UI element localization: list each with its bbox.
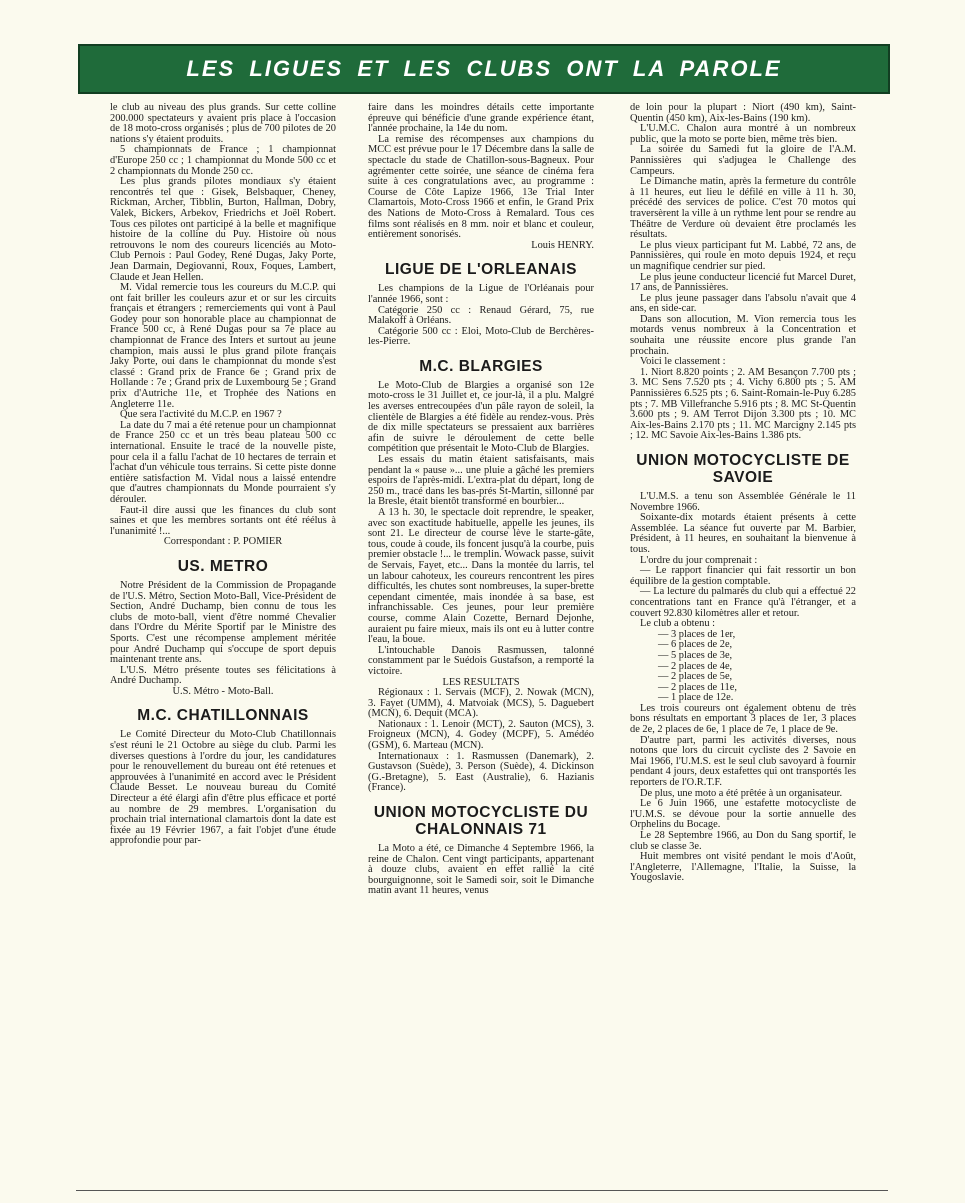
signature: U.S. Métro - Moto-Ball.: [172, 685, 274, 697]
paragraph: La remise des récompenses aux champions du MCC est prévue pour le 17 Décembre dans la salle de spectacle du stade de Chatillon-sous-Bagneux. Pour agrémenter cette soirée, une séance de cinéma fera suite à ces congratulations avec, au programme : Course de Côte Lapize 1966, 13e Trial Inter Clamartois, Moto-Cross 1966 et enfin, le Grand Prix des Nations de Moto-Cross à Remalard. Tous ces films sont réalisés en 8 mm. noir et blanc et couleur, entièrement sonorisés.: [368, 133, 594, 241]
paragraph: Catégorie 250 cc : Renaud Gérard, 75, rue Malakoff à Orléans.: [368, 304, 594, 327]
paragraph: Le plus vieux participant fut M. Labbé, 72 ans, de Pannissières, qui roule en moto depuis 1924, et reçu un magnifique cendrier sur pied.: [630, 239, 856, 272]
paragraph: D'autre part, parmi les activités diverses, nous notons que lors du circuit cycliste des 2 Savoie en Mai 1966, l'U.M.S. est le seul club savoyard à fournir pendant 4 jours, deux estafettes qui ont transportés les reporters de l'O.R.T.F.: [630, 734, 856, 789]
paragraph: Les champions de la Ligue de l'Orléanais pour l'année 1966, sont :: [368, 283, 594, 305]
column-3: [630, 103, 856, 1183]
paragraph: Le 28 Septembre 1966, au Don du Sang sportif, le club se classe 3e.: [630, 830, 856, 852]
paragraph: Les trois coureurs ont également obtenu de très bons résultats en emportant 3 places de 1er, 3 places de 2e, 2 places de 6e, 1 place de 7e, 1 place de 9e.: [630, 702, 856, 736]
paragraph: Nationaux : 1. Lenoir (MCT), 2. Sauton (MCS), 3. Froigneux (MCN), 4. Godey (MCPF), 5. Amédéo (GSM), 6. Marteau (MCN).: [368, 718, 594, 752]
list-item: — 2 places de 4e,: [658, 660, 733, 672]
paragraph: Régionaux : 1. Servais (MCF), 2. Nowak (MCN), 3. Fayet (UMM), 4. Matvoiak (MCS), 5. Daguebert (MCN), 6. Dequit (MCA).: [368, 687, 594, 720]
paragraph: Le plus jeune conducteur licencié fut Marcel Duret, 17 ans, de Pannissières.: [630, 271, 856, 294]
paragraph: Notre Président de la Commission de Propagande de l'U.S. Métro, Section Moto-Ball, Vice-Président de Section, André Duchamp, bien connu de tous les clubs de moto-ball, vient d'être nommé Chevalier dans l'Ordre du Mérite Sportif par le Ministre des Sports. C'est une récompense amplement méritée pour André Duchamp qui s'occupe de sport depuis maintenant trente ans.: [110, 579, 336, 666]
paragraph: Les plus grands pilotes mondiaux s'y étaient rencontrés tel que : Gisek, Belsbaquer, Cheney, Rickman, Archer, Tibblin, Burton, Hallman, Dobry, Valek, Bickers, Arbekov, Friedrichs et Joël Robert. Tous ces pilotes ont participé à la belle et magnifique histoire de la colline du Puy. Histoire où nous retrouvons le nom des coureurs licenciés au Moto-Club Pernois : Paul Godey, René Dugas, Jaky Porte, Jean Darmain, Degiovanni, Roux, Foques, Lambert, Claude et Jean Hellen.: [110, 176, 336, 283]
paragraph: — La lecture du palmarès du club qui a effectué 22 concentrations tant en France qu'à l'étranger, et a couvert 92.830 kilomètres aller et retour.: [630, 586, 856, 619]
paragraph: De plus, une moto a été prêtée à un organisateur.: [640, 787, 843, 799]
signature: Louis HENRY.: [531, 239, 594, 251]
paragraph: Le Moto-Club de Blargies a organisé son 12e moto-cross le 31 Juillet et, ce jour-là, il a plu. Malgré les averses entrecoupées d'un pâle rayon de soleil, la clientèle de Blargies a été fidèle au rendez-vous. Près de dix mille spectateurs se pressaient aux barrières afin de suivre le déroulement de cette belle compétition que présentait le Moto-Club de Blargies.: [368, 379, 594, 455]
paragraph: Le club a obtenu :: [640, 618, 716, 630]
section-heading-ligue-orleanais: LIGUE DE L'ORLEANAIS: [385, 261, 577, 279]
banner-title: LES LIGUES ET LES CLUBS ONT LA PAROLE: [186, 56, 782, 81]
paragraph: 1. Niort 8.820 points ; 2. AM Besançon 7.700 pts ; 3. MC Sens 7.520 pts ; 4. Vichy 6.800 pts ; 5. AM Pannissières 6.525 pts ; 6. Saint-Romain-le-Puy 6.285 pts ; 7. MB Villefranche 5.916 pts ; 8. MC St-Quentin 3.600 pts ; 9. AM Terrot Dijon 3.300 pts ; 10. MC Aix-les-Bains 2.170 pts ; 11. MC Marcigny 2.145 pts ; 12. MC Savoie Aix-les-Bains 1.386 pts.: [630, 366, 856, 442]
paragraph: L'U.M.S. a tenu son Assemblée Générale le 11 Novembre 1966.: [630, 491, 856, 513]
paragraph: Internationaux : 1. Rasmussen (Danemark), 2. Gustavson (Suède), 3. Person (Suède), 4. Dickinson (G.-Bretagne), 5. East (Australie), 6. Hazianis (France).: [368, 750, 594, 794]
paragraph: L'U.S. Métro présente toutes ses félicitations à André Duchamp.: [110, 664, 336, 687]
paragraph: 5 championnats de France ; 1 championnat d'Europe 250 cc ; 1 championnat du Monde 500 cc et 2 championnats du Monde 250 cc.: [110, 144, 336, 177]
paragraph: Voici le classement :: [640, 356, 726, 368]
section-heading-us-metro: US. METRO: [177, 557, 269, 575]
page-banner: [78, 44, 890, 94]
bottom-rule: [76, 1190, 888, 1191]
paragraph: L'intouchable Danois Rasmussen, talonné constamment par le Suédois Gustafson, a remporté la victoire.: [368, 644, 594, 677]
column-2: [368, 103, 594, 1183]
paragraph: A 13 h. 30, le spectacle doit reprendre, le speaker, avec son exactitude habituelle, appelle les jeunes, ils sont 21. Le directeur de course lève le starte-gâte, tous, coude à coude, ils foncent jusqu'à la courbe, puis premier obstacle !... le tremplin. Wowack passe, suivit de Servais, Fayet, etc... Dans la montée du larris, tel un labour cahoteux, les coureurs rencontrent les pires difficultés, les chutes sont nombreuses, la super-brette cependant cimentée, mais inondée à sa base, est infranchissable. Ces jeunes, pour leur première course, comme Alain Cozette, Bernard Dejonhe, auraient pu faire mieux, mais ils ont eu à lutter contre l'eau, la boue.: [368, 507, 594, 646]
paragraph: Que sera l'activité du M.C.P. en 1967 ?: [120, 409, 282, 421]
list-item: — 6 places de 2e,: [658, 639, 733, 651]
paragraph: La Moto a été, ce Dimanche 4 Septembre 1966, la reine de Chalon. Cent vingt participants, appartenant à douze clubs, avaient en effet rallié la cité bourguignonne, soit le Samedi soir, soit le Dimanche matin avant 11 heures, venus: [368, 843, 594, 897]
results-heading: LES RESULTATS: [442, 676, 520, 688]
paragraph: L'U.M.C. Chalon aura montré à un nombreux public, que la moto se porte bien, même très bien.: [630, 123, 856, 145]
paragraph: Le Dimanche matin, après la fermeture du contrôle à 11 heures, eut lieu le défilé en ville à 11 h. 30, précédé des services de police. C'est 70 motos qui traversèrent la ville à un rythme lent pour se rendre au Théâtre de Verdure où devaient être proclamés les résultats.: [630, 176, 856, 241]
list-item: — 2 places de 11e,: [658, 681, 737, 693]
paragraph: Les essais du matin étaient satisfaisants, mais pendant la « pause »... une pluie a gâché les premiers espoirs de l'après-midi. L'extra-plat du départ, long de 250 m., tracé dans les bas-prés St-Martin, sillonné par la Bresle, était bientôt transformé en bourbier...: [368, 454, 594, 508]
paragraph: faire dans les moindres détails cette importante épreuve qui bénéficie d'une grande expérience étant, l'année prochaine, la 14e du nom.: [368, 103, 594, 135]
paragraph: La date du 7 mai a été retenue pour un championnat de France 250 cc et un très beau plateau 500 cc international. Ensuite le tracé de la nouvelle piste, pour cela il a fallu l'achat de 10 hectares de terrain et l'achat d'un véhicule tous terrains. Si cette piste donne entière satisfaction M. Vidal nous a laissé entendre que d'autres championnats du Monde pourraient s'y dérouler.: [110, 419, 336, 505]
list-item: — 2 places de 5e,: [658, 671, 733, 683]
list-item: — 1 place de 12e.: [658, 692, 734, 704]
list-item: — 5 places de 3e,: [658, 649, 733, 661]
paragraph: Le 6 Juin 1966, une estafette motocycliste de l'U.M.S. se dévoue pour la sortie annuelle des Orphelins du Bocage.: [630, 798, 856, 831]
paragraph: — Le rapport financier qui fait ressortir un bon équilibre de la gestion comptable.: [630, 565, 856, 587]
paragraph: le club au niveau des plus grands. Sur cette colline 200.000 spectateurs y avaient pris place à l'occasion de 18 moto-cross organisés ; plus de 700 pilotes de 20 nations s'y étaient produits.: [110, 103, 336, 145]
paragraph: La soirée du Samedi fut la gloire de l'A.M. Pannissières qui s'adjugea le Challenge des Campeurs.: [630, 144, 856, 177]
correspondent-signature: Correspondant : P. POMIER: [163, 536, 283, 548]
paragraph: L'ordre du jour comprenait :: [640, 554, 758, 566]
paragraph: Huit membres ont visité pendant le mois d'Août, l'Angleterre, l'Allemagne, l'Italie, la Suisse, la Yougoslavie.: [630, 851, 856, 884]
list-item: — 3 places de 1er,: [658, 628, 736, 640]
paragraph: Le plus jeune passager dans l'absolu n'avait que 4 ans, en side-car.: [630, 292, 856, 315]
section-heading-mc-chatillonnais: M.C. CHATILLONNAIS: [137, 707, 309, 725]
section-heading-mc-blargies: M.C. BLARGIES: [419, 357, 543, 375]
paragraph: Soixante-dix motards étaient présents à cette Assemblée. La séance fut ouverte par M. Barbier, Président, à 11 heures, en souhaitant la bienvenue à tous.: [630, 512, 856, 555]
paragraph: Catégorie 500 cc : Eloi, Moto-Club de Berchères-les-Pierre.: [368, 325, 594, 348]
paragraph: Dans son allocution, M. Vion remercia tous les motards venus nombreux à la Concentration et souhaita une réussite encore plus grande l'an prochain.: [630, 313, 856, 357]
section-heading-umc-chalonnais: UNION MOTOCYCLISTE DU CHALONNAIS 71: [373, 804, 589, 839]
paragraph: de loin pour la plupart : Niort (490 km), Saint-Quentin (450 km), Aix-les-Bains (190 km).: [630, 103, 856, 124]
placings-list: [630, 630, 856, 704]
paragraph: Le Comité Directeur du Moto-Club Chatillonnais s'est réuni le 21 Octobre au siège du club. Parmi les diverses questions à l'ordre du jour, les candidatures pour le renouvellement du bureau ont été retenues et approuvées à l'unanimité en accord avec le Président Claude Besset. Le nouveau bureau du Comité Directeur a été élargi afin d'être plus efficace et porté au nombre de 29 membres. L'organisation du prochain trial international clamartois dont la date est fixée au 19 Février 1967, a fait l'objet d'une étude approfondie pour par-: [110, 729, 336, 847]
paragraph: Faut-il dire aussi que les finances du club sont saines et que les membres sortants ont été réélus à l'unanimité !...: [110, 504, 336, 537]
section-heading-ums-savoie: UNION MOTOCYCLISTE DE SAVOIE: [636, 452, 850, 486]
paragraph: M. Vidal remercie tous les coureurs du M.C.P. qui ont fait briller les couleurs azur et or sur les circuits français et étrangers ; remerciements qui vont à Paul Godey pour son honorable place au championnat de France 500 cc, à René Dugas pour sa 7e place au championnat de France des Inters et surtout au jeune champion, mais aussi le plus grand pilote français Jaky Porte, oui dans le championnat du monde s'est classé : Grand prix de France 6e ; Grand prix de Hollande : 7e ; Grand prix de Luxembourg 5e ; Grand prix d'Autriche 11e, et Trophée des Nations en Angleterre 11e.: [110, 282, 336, 410]
column-1: [110, 103, 336, 1183]
